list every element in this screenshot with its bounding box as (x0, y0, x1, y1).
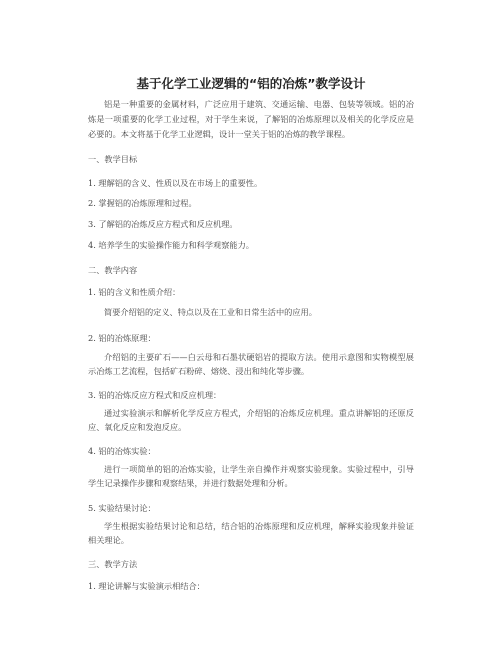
content-item-text-1: 简要介绍铝的定义、特点以及在工业和日常生活中的应用。 (104, 307, 317, 317)
content-item-label-5: 5. 实验结果讨论： (88, 503, 156, 513)
objective-item-4: 4. 培养学生的实验操作能力和科学观察能力。 (88, 240, 254, 250)
document-title: 基于化学工业逻辑的“铝的冶炼”教学设计 (136, 76, 366, 91)
content-item-text-3: 通过实验演示和解析化学反应方程式，介绍铝的冶炼反应机理。重点讲解铝的还原反应、氧化反应和发泡反应。 (88, 408, 414, 432)
content-item-text-5: 学生根据实验结果讨论和总结，结合铝的冶炼原理和反应机理，解释实验现象并验证相关理论。 (88, 521, 414, 545)
method-item-1: 1. 理论讲解与实验演示相结合： (88, 581, 205, 591)
content-item-text-4: 进行一项简单的铝的冶炼实验，让学生亲自操作并观察实验现象。实验过程中，引导学生记录操作步骤和观察结果，并进行数据处理和分析。 (88, 464, 414, 488)
objective-item-3: 3. 了解铝的冶炼反应方程式和反应机理。 (88, 219, 238, 229)
section-heading-content: 二、教学内容 (88, 265, 138, 275)
content-item-text-2: 介绍铝的主要矿石——白云母和石墨状硬铝岩的提取方法。使用示意图和实物模型展示冶炼工艺流程，包括矿石粉碎、熔烧、浸出和纯化等步骤。 (88, 352, 414, 376)
section-heading-objectives: 一、教学目标 (88, 154, 138, 164)
objective-item-2: 2. 掌握铝的冶炼原理和过程。 (88, 198, 197, 208)
intro-paragraph: 铝是一种重要的金属材料，广泛应用于建筑、交通运输、电器、包装等领域。铝的冶炼是一项重要的化学工业过程，对于学生来说，了解铝的冶炼原理以及相关的化学反应是必要的。本文将基于化学工业逻辑，设计一堂关于铝的冶炼的教学课程。 (88, 99, 414, 139)
content-item-label-4: 4. 铝的冶炼实验： (88, 446, 156, 456)
content-item-label-1: 1. 铝的含义和性质介绍： (88, 287, 181, 297)
objective-item-1: 1. 理解铝的含义、性质以及在市场上的重要性。 (88, 178, 263, 188)
content-item-label-3: 3. 铝的冶炼反应方程式和反应机理： (88, 390, 222, 400)
section-heading-methods: 三、教学方法 (88, 559, 138, 569)
content-item-label-2: 2. 铝的冶炼原理： (88, 333, 156, 343)
